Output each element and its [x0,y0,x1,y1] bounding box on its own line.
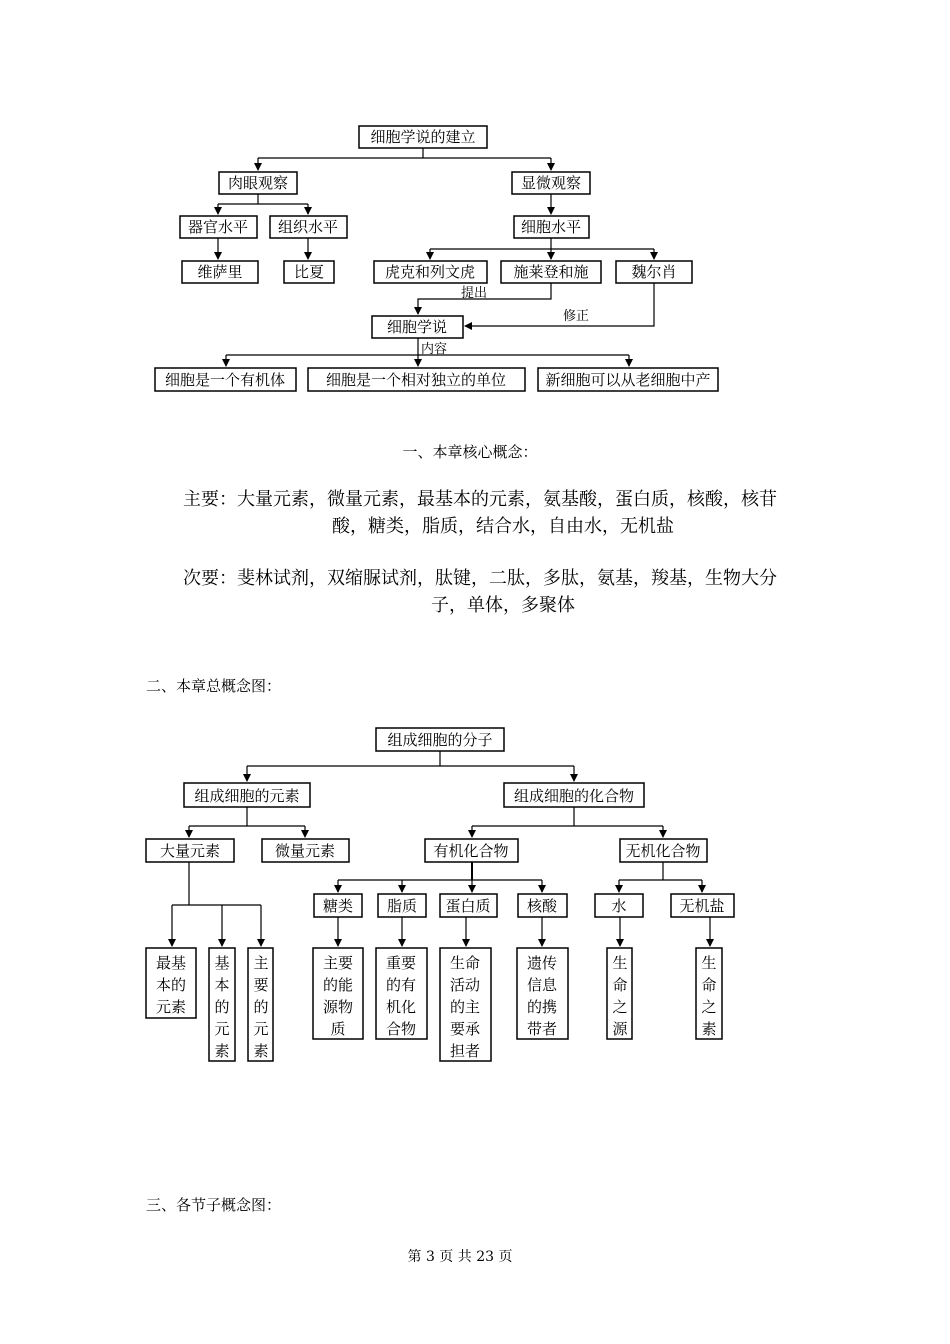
node-molecules [376,728,504,751]
svg-text:基: 基 [214,954,230,972]
node-lipid [378,894,426,917]
svg-text:生: 生 [701,954,717,972]
svg-text:的携: 的携 [526,998,558,1016]
node-sugar [314,894,362,917]
svg-text:带者: 带者 [526,1020,558,1038]
desc-organic-important [376,948,427,1039]
svg-text:命: 命 [701,976,717,994]
node-salt [671,894,734,917]
node-cell-theory [372,316,463,338]
svg-text:生命: 生命 [449,954,481,972]
node-microscope [512,172,590,194]
node-naked-eye [219,172,297,194]
minor-concepts-line2: 子，单体，多聚体 [431,595,575,616]
svg-text:本的: 本的 [155,976,187,994]
desc-basic [209,948,235,1061]
svg-text:组织水平: 组织水平 [277,218,339,236]
desc-life-bearer [440,948,491,1061]
label-propose: 提出 [461,286,488,301]
node-virchow [616,261,692,283]
svg-text:细胞是一个有机体: 细胞是一个有机体 [164,371,286,389]
svg-text:遗传: 遗传 [526,954,558,972]
svg-text:维萨里: 维萨里 [197,263,243,281]
node-protein [440,894,497,917]
svg-text:担者: 担者 [449,1042,481,1060]
desc-genetic [517,948,568,1039]
node-organ-level [180,216,257,238]
svg-text:比夏: 比夏 [293,263,325,281]
node-elements [184,783,310,807]
desc-life-source [607,948,632,1039]
svg-text:元素: 元素 [155,998,187,1016]
node-tissue-level [270,216,347,238]
svg-text:主要: 主要 [322,954,354,972]
svg-text:要: 要 [253,976,269,994]
section1-heading: 一、本章核心概念： [402,443,538,461]
svg-text:元: 元 [214,1020,230,1038]
molecules-diagram [146,728,734,1061]
svg-text:核酸: 核酸 [526,897,558,915]
svg-text:之: 之 [612,998,628,1016]
section3-heading: 三、各节子概念图： [146,1196,282,1214]
node-bichat [284,261,334,283]
node-cell-level [514,216,589,238]
svg-text:施莱登和施: 施莱登和施 [513,263,589,281]
svg-text:有机化合物: 有机化合物 [433,842,509,860]
svg-text:素: 素 [701,1020,717,1038]
svg-text:素: 素 [214,1042,230,1060]
svg-text:的有: 的有 [385,976,417,994]
svg-text:质: 质 [330,1020,346,1038]
desc-major [248,948,273,1061]
node-schleiden [501,261,601,283]
node-compounds [504,783,644,807]
svg-text:最基: 最基 [155,954,187,972]
svg-text:信息: 信息 [526,976,558,994]
node-organic [425,839,518,862]
svg-text:组成细胞的化合物: 组成细胞的化合物 [513,787,635,805]
svg-text:活动: 活动 [449,976,481,994]
svg-text:生: 生 [612,954,628,972]
svg-text:组成细胞的元素: 组成细胞的元素 [194,787,300,805]
svg-text:的主: 的主 [449,998,481,1016]
node-content-1 [155,368,296,391]
svg-text:水: 水 [611,897,627,915]
svg-text:源: 源 [612,1020,628,1038]
svg-text:命: 命 [612,976,628,994]
page-footer: 第 3 页 共 23 页 [407,1249,513,1265]
svg-text:脂质: 脂质 [386,897,418,915]
node-macro-elements [146,839,234,862]
node-content-3 [538,368,718,391]
svg-text:的: 的 [253,998,269,1016]
svg-text:微量元素: 微量元素 [274,842,336,860]
svg-text:魏尔肖: 魏尔肖 [631,263,677,281]
desc-life-element [696,948,722,1039]
svg-text:机化: 机化 [385,998,417,1016]
desc-energy [313,948,363,1039]
node-content-2 [308,368,525,391]
svg-text:组成细胞的分子: 组成细胞的分子 [387,731,493,749]
svg-text:的能: 的能 [322,976,354,994]
minor-concepts-line1: 次要：斐林试剂，双缩脲试剂，肽键，二肽，多肽，氨基，羧基，生物大分 [183,568,777,589]
svg-text:大量元素: 大量元素 [159,842,221,860]
node-nucleic [518,894,567,917]
main-concepts-line2: 酸，糖类，脂质，结合水，自由水，无机盐 [332,516,674,537]
svg-text:糖类: 糖类 [322,897,354,915]
node-vesalius [182,261,258,283]
section2-heading: 二、本章总概念图： [146,677,282,695]
label-revise: 修正 [563,309,590,324]
svg-text:显微观察: 显微观察 [520,174,582,192]
svg-text:肉眼观察: 肉眼观察 [227,174,289,192]
node-hooke [374,261,487,283]
svg-text:细胞水平: 细胞水平 [520,218,582,236]
svg-text:元: 元 [253,1020,269,1038]
svg-text:新细胞可以从老细胞中产: 新细胞可以从老细胞中产 [545,371,711,389]
svg-text:本: 本 [214,976,230,994]
svg-text:蛋白质: 蛋白质 [445,897,491,915]
svg-text:的: 的 [214,998,230,1016]
svg-text:要承: 要承 [449,1020,481,1038]
svg-text:之: 之 [701,998,717,1016]
svg-text:源物: 源物 [322,998,354,1016]
svg-text:无机化合物: 无机化合物 [625,842,701,860]
cell-theory-diagram [155,126,718,391]
node-root [359,126,487,148]
node-inorganic [620,839,707,862]
desc-most-basic [146,948,196,1018]
node-micro-elements [262,839,349,862]
svg-text:重要: 重要 [385,954,417,972]
node-water [595,894,643,917]
svg-text:素: 素 [253,1042,269,1060]
svg-text:细胞学说: 细胞学说 [386,318,448,336]
svg-text:细胞学说的建立: 细胞学说的建立 [370,128,476,146]
svg-text:无机盐: 无机盐 [679,897,725,915]
svg-text:主: 主 [253,954,269,972]
main-concepts-line1: 主要：大量元素，微量元素，最基本的元素，氨基酸，蛋白质，核酸，核苷 [183,489,777,510]
svg-text:合物: 合物 [385,1020,417,1038]
svg-text:器官水平: 器官水平 [187,218,249,236]
svg-text:虎克和列文虎: 虎克和列文虎 [384,263,476,281]
label-content: 内容 [421,342,448,357]
svg-text:细胞是一个相对独立的单位: 细胞是一个相对独立的单位 [325,371,507,389]
